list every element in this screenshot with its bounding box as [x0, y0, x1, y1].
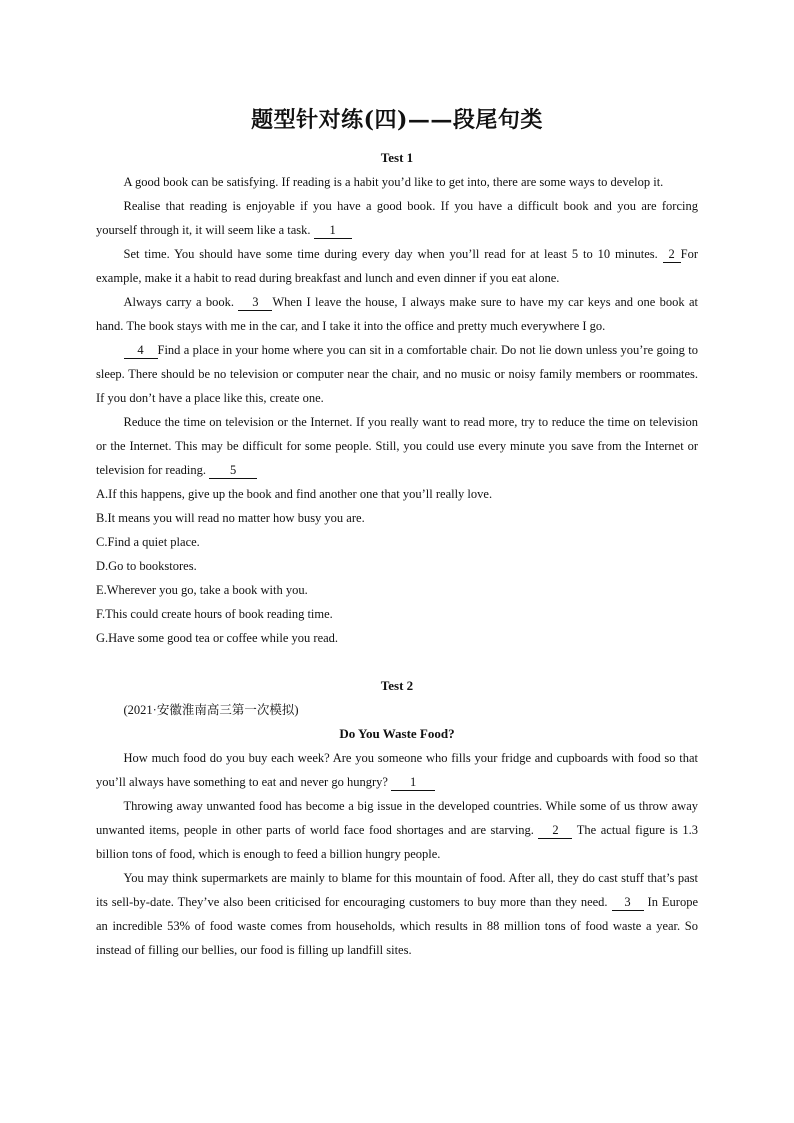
option-d: D.Go to bookstores. — [96, 559, 197, 573]
paragraph-text: You may think supermarkets are mainly to blame for this mountain of food. After all, they do cast stuff that’s past its sell-by-date. They’ve also been criticised for encouraging customers to buy more than they need. — [96, 871, 698, 909]
test2-heading: Test 2 — [380, 678, 414, 693]
option-f: F.This could create hours of book reading time. — [96, 607, 333, 621]
option-e: E.Wherever you go, take a book with you. — [96, 583, 308, 597]
test1-paragraph-4 — [96, 290, 698, 338]
paragraph-text: Find a place in your home where you can sit in a comfortable chair. Do not lie down unless you’re going to sleep. There should be no television or computer near the chair, and no music or noisy family members or roommates. If you don’t have a place like this, create one. — [96, 343, 698, 405]
test2-paragraph-2 — [96, 794, 698, 866]
page-title: 题型针对练(四)——段尾句类 — [251, 107, 543, 133]
answer-blank-3[interactable]: 3 — [238, 294, 272, 311]
paragraph-text: In Europe an incredible 53% of food waste comes from households, which results in 88 million tons of food waste a year. So instead of filling our bellies, our food is filling up landfill sites. — [96, 895, 699, 957]
paragraph-text: A good book can be satisfying. If reading is a habit you’d like to get into, there are some ways to develop it. — [123, 175, 664, 189]
test2-source: (2021·安徽淮南高三第一次模拟) — [123, 703, 299, 717]
answer-blank-1[interactable]: 1 — [314, 222, 352, 239]
test1-paragraph-6 — [96, 410, 698, 482]
paragraph-text: Reduce the time on television or the Internet. If you really want to read more, try to reduce the time on television or the Internet. This may be difficult for some people. Still, you could use every minute you save from the Internet or television for reading. — [96, 415, 698, 477]
worksheet-page — [96, 104, 698, 962]
answer-blank-1[interactable]: 1 — [391, 774, 435, 791]
answer-blank-2[interactable]: 2 — [663, 246, 681, 263]
paragraph-text: How much food do you buy each week? Are you someone who fills your fridge and cupboards with food so that you’ll always have something to eat and never go hungry? — [96, 751, 698, 789]
answer-blank-5[interactable]: 5 — [209, 462, 257, 479]
paragraph-text: When I leave the house, I always make sure to have my car keys and one book at hand. The book stays with me in the car, and I take it into the office and pretty much everywhere I go. — [96, 295, 698, 333]
paragraph-text: Set time. You should have some time during every day when you’ll read for at least 5 to 10 minutes. — [123, 247, 658, 261]
section-spacer — [96, 650, 698, 674]
option-a: A.If this happens, give up the book and find another one that you’ll really love. — [96, 487, 493, 501]
test2-paragraph-3 — [96, 866, 698, 962]
paragraph-text: For example, make it a habit to read during breakfast and lunch and even dinner if you eat alone. — [96, 247, 699, 285]
test1-paragraph-2 — [96, 194, 698, 242]
paragraph-text: Throwing away unwanted food has become a big issue in the developed countries. While some of us throw away unwanted items, people in other parts of world face food shortages and are starving. — [96, 799, 698, 837]
test2-paragraph-1 — [96, 746, 698, 794]
test1-heading: Test 1 — [380, 150, 414, 165]
option-b: B.It means you will read no matter how busy you are. — [96, 511, 365, 525]
paragraph-text: Always carry a book. — [123, 295, 234, 309]
answer-blank-3[interactable]: 3 — [612, 894, 644, 911]
answer-blank-4[interactable]: 4 — [124, 342, 158, 359]
passage-title: Do You Waste Food? — [339, 726, 455, 741]
test1-paragraph-1 — [96, 170, 698, 194]
option-g: G.Have some good tea or coffee while you read. — [96, 631, 339, 645]
answer-blank-2[interactable]: 2 — [538, 822, 572, 839]
test1-paragraph-5 — [96, 338, 698, 410]
option-c: C.Find a quiet place. — [96, 535, 200, 549]
test1-paragraph-3 — [96, 242, 698, 290]
options-list — [96, 482, 698, 650]
paragraph-text: Realise that reading is enjoyable if you have a good book. If you have a difficult book and you are forcing yourself through it, it will seem like a task. — [96, 199, 698, 237]
paragraph-text: The actual figure is 1.3 billion tons of food, which is enough to feed a billion hungry people. — [96, 823, 698, 861]
